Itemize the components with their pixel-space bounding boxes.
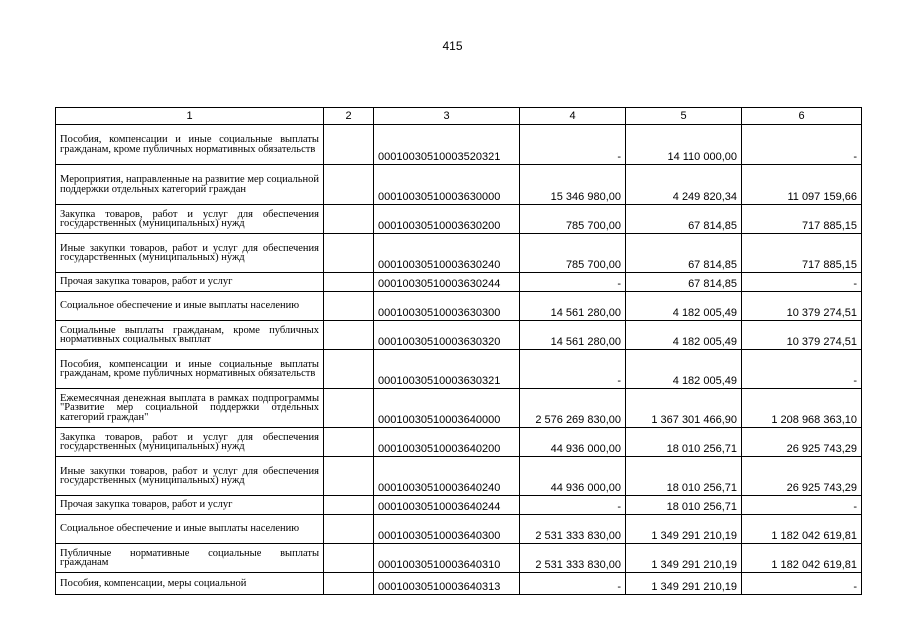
row-col-4: -: [520, 125, 626, 165]
column-header: 5: [626, 108, 742, 125]
row-col-5: 1 349 291 210,19: [626, 515, 742, 544]
row-col-6: 1 208 968 363,10: [742, 389, 862, 428]
table-row: [56, 321, 862, 350]
row-col-4: -: [520, 273, 626, 292]
row-col-4: 15 346 980,00: [520, 165, 626, 205]
row-col-5: 67 814,85: [626, 234, 742, 273]
row-col-5: 18 010 256,71: [626, 457, 742, 496]
row-code: 00010030510003640300: [374, 515, 520, 544]
row-col-6: 10 379 274,51: [742, 292, 862, 321]
row-col-5: 4 182 005,49: [626, 350, 742, 389]
row-col-5: 67 814,85: [626, 205, 742, 234]
row-col-6: -: [742, 273, 862, 292]
row-col-6: 1 182 042 619,81: [742, 515, 862, 544]
table-row: [56, 457, 862, 496]
row-code: 00010030510003630300: [374, 292, 520, 321]
row-col-2: [324, 321, 374, 350]
row-name: Ежемесячная денежная выплата в рамках подпрограммы "Развитие мер социальной поддержки отдельных категорий граждан": [56, 389, 324, 428]
row-col-6: 1 182 042 619,81: [742, 544, 862, 573]
row-col-2: [324, 457, 374, 496]
row-col-4: 44 936 000,00: [520, 428, 626, 457]
row-col-5: 14 110 000,00: [626, 125, 742, 165]
row-name: Пособия, компенсации, меры социальной: [56, 573, 324, 595]
table-row: [56, 273, 862, 292]
column-header: 1: [56, 108, 324, 125]
row-col-6: -: [742, 125, 862, 165]
row-col-2: [324, 165, 374, 205]
table-row: [56, 515, 862, 544]
row-col-2: [324, 234, 374, 273]
column-header: 3: [374, 108, 520, 125]
table-row: [56, 350, 862, 389]
row-col-6: 717 885,15: [742, 234, 862, 273]
row-name: Пособия, компенсации и иные социальные выплаты гражданам, кроме публичных нормативных обязательств: [56, 350, 324, 389]
row-col-5: 4 182 005,49: [626, 292, 742, 321]
row-name: Мероприятия, направленные на развитие мер социальной поддержки отдельных категорий граждан: [56, 165, 324, 205]
row-col-2: [324, 496, 374, 515]
column-header: 4: [520, 108, 626, 125]
row-col-4: 785 700,00: [520, 234, 626, 273]
row-name: Социальное обеспечение и иные выплаты населению: [56, 292, 324, 321]
table-row: [56, 544, 862, 573]
row-code: 00010030510003630000: [374, 165, 520, 205]
row-col-4: 2 576 269 830,00: [520, 389, 626, 428]
page-number: 415: [442, 39, 463, 53]
row-col-2: [324, 515, 374, 544]
row-col-2: [324, 350, 374, 389]
row-col-5: 1 367 301 466,90: [626, 389, 742, 428]
row-col-4: 14 561 280,00: [520, 292, 626, 321]
row-name: Закупка товаров, работ и услуг для обеспечения государственных (муниципальных) нужд: [56, 428, 324, 457]
row-code: 00010030510003640313: [374, 573, 520, 595]
table-row: [56, 428, 862, 457]
row-col-2: [324, 573, 374, 595]
row-code: 00010030510003630320: [374, 321, 520, 350]
row-name: Публичные нормативные социальные выплаты гражданам: [56, 544, 324, 573]
table-row: [56, 496, 862, 515]
row-col-5: 4 182 005,49: [626, 321, 742, 350]
row-name: Иные закупки товаров, работ и услуг для обеспечения государственных (муниципальных) нужд: [56, 234, 324, 273]
row-name: Социальное обеспечение и иные выплаты населению: [56, 515, 324, 544]
row-col-2: [324, 428, 374, 457]
row-col-5: 1 349 291 210,19: [626, 573, 742, 595]
row-name: Социальные выплаты гражданам, кроме публичных нормативных социальных выплат: [56, 321, 324, 350]
row-code: 00010030510003640310: [374, 544, 520, 573]
row-col-5: 18 010 256,71: [626, 496, 742, 515]
row-col-6: 11 097 159,66: [742, 165, 862, 205]
row-code: 00010030510003640000: [374, 389, 520, 428]
row-col-4: 14 561 280,00: [520, 321, 626, 350]
table-row: [56, 125, 862, 165]
row-code: 00010030510003630244: [374, 273, 520, 292]
row-name: Иные закупки товаров, работ и услуг для обеспечения государственных (муниципальных) нужд: [56, 457, 324, 496]
row-col-5: 1 349 291 210,19: [626, 544, 742, 573]
row-name: Пособия, компенсации и иные социальные выплаты гражданам, кроме публичных нормативных обязательств: [56, 125, 324, 165]
row-col-4: 2 531 333 830,00: [520, 515, 626, 544]
row-col-2: [324, 389, 374, 428]
table-row: [56, 292, 862, 321]
row-col-6: -: [742, 573, 862, 595]
row-col-5: 67 814,85: [626, 273, 742, 292]
row-col-2: [324, 292, 374, 321]
row-col-2: [324, 544, 374, 573]
row-col-6: 26 925 743,29: [742, 428, 862, 457]
row-name: Закупка товаров, работ и услуг для обеспечения государственных (муниципальных) нужд: [56, 205, 324, 234]
row-code: 00010030510003630200: [374, 205, 520, 234]
row-col-6: -: [742, 496, 862, 515]
row-code: 00010030510003630240: [374, 234, 520, 273]
row-col-2: [324, 125, 374, 165]
table-row: [56, 165, 862, 205]
row-col-6: 26 925 743,29: [742, 457, 862, 496]
table-row: [56, 389, 862, 428]
row-col-6: -: [742, 350, 862, 389]
row-col-4: -: [520, 573, 626, 595]
row-col-2: [324, 273, 374, 292]
row-col-6: 717 885,15: [742, 205, 862, 234]
row-code: 00010030510003640244: [374, 496, 520, 515]
row-col-4: 2 531 333 830,00: [520, 544, 626, 573]
row-code: 00010030510003520321: [374, 125, 520, 165]
row-col-4: -: [520, 496, 626, 515]
header-row: [56, 108, 862, 125]
column-header: 2: [324, 108, 374, 125]
row-code: 00010030510003630321: [374, 350, 520, 389]
row-col-5: 4 249 820,34: [626, 165, 742, 205]
row-col-5: 18 010 256,71: [626, 428, 742, 457]
row-col-4: 785 700,00: [520, 205, 626, 234]
row-col-4: -: [520, 350, 626, 389]
row-col-4: 44 936 000,00: [520, 457, 626, 496]
column-header: 6: [742, 108, 862, 125]
table-row: [56, 234, 862, 273]
row-col-2: [324, 205, 374, 234]
row-name: Прочая закупка товаров, работ и услуг: [56, 496, 324, 515]
row-code: 00010030510003640200: [374, 428, 520, 457]
row-name: Прочая закупка товаров, работ и услуг: [56, 273, 324, 292]
row-col-6: 10 379 274,51: [742, 321, 862, 350]
row-code: 00010030510003640240: [374, 457, 520, 496]
budget-table: [55, 107, 862, 595]
table-row: [56, 573, 862, 595]
table-row: [56, 205, 862, 234]
